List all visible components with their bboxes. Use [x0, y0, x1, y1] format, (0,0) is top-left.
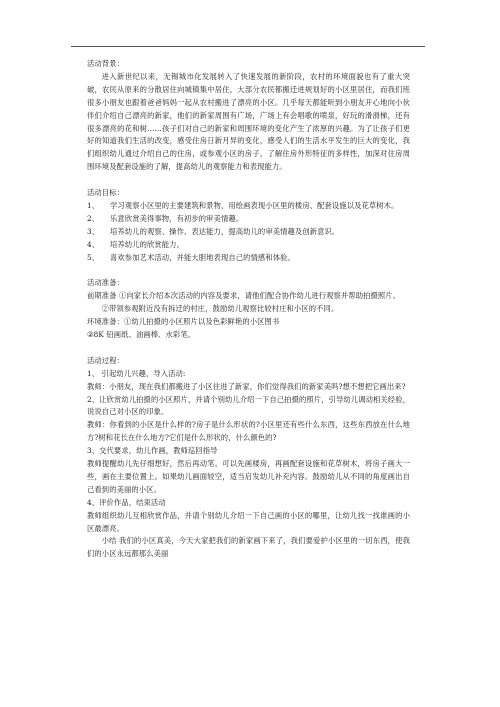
background-heading: 活动背景：	[87, 59, 124, 68]
spacer	[87, 342, 410, 355]
goal-item	[87, 226, 410, 239]
process-line: 教师：小朋友，现在我们都搬进了小区住进了新家，你们觉得我们的新家美吗?想不想把它画出来?	[87, 381, 406, 391]
header-rule	[71, 46, 425, 47]
process-line: 教师：你看到的小区是什么样的?房子是什么形状的?小区里还有些什么东西，这些东西放在什么地方?树和花长在什么地方?它们是什么形状的，什么颜色的?	[87, 420, 410, 443]
process-summary: 小结 我们的小区真美，今天大家把我们的新家画下来了，我们要爱护小区里的一切东西，使我们的小区永远都那么美丽	[87, 536, 410, 559]
spacer	[87, 174, 410, 187]
goal-text: 培养幼儿的欣赏能力。	[110, 239, 184, 249]
goal-item	[87, 239, 410, 252]
preparation-line: ②带领参观附近没有拆迁的村庄，鼓励幼儿观察比较村庄和小区的不同。	[101, 304, 339, 314]
preparation-line: 环境准备：①幼儿拍摄的小区照片以及色彩鲜艳的小区图书	[87, 317, 280, 327]
process-heading: 活动过程：	[87, 355, 124, 365]
goal-text: 乐意欣赏美得事物，有初步的审美情趣。	[110, 213, 244, 223]
goal-text: 学习观察小区里的主要建筑和景物，用绘画表现小区里的楼房、配套设施以及花草树木。	[110, 200, 399, 210]
goal-number: 3、	[87, 226, 100, 236]
goal-number: 2、	[87, 213, 100, 223]
goal-text: 喜欢参加艺术活动，并能大胆地表现自己的情感和体验。	[110, 252, 295, 262]
process-line: 4、评价作品，结束活动	[87, 497, 166, 507]
goals-heading: 活动目标：	[87, 188, 124, 198]
process-line: 3、交代要求，幼儿作画，教师巡回指导	[87, 446, 218, 456]
spacer	[87, 264, 410, 277]
preparation-heading: 活动准备：	[87, 278, 124, 288]
process-line: 1、 引起幼儿兴趣，导入活动:	[87, 368, 186, 378]
goal-item	[87, 213, 410, 226]
preparation-line: 前期准备 ①向家长介绍本次活动的内容及要求，请他们配合协作幼儿进行观察并帮助拍摄照片。	[87, 291, 401, 301]
goal-item	[87, 252, 410, 265]
goal-item	[87, 200, 410, 213]
preparation-line: ②8K 铅画纸、油画棒、水彩笔。	[87, 330, 196, 339]
goal-number: 5、	[87, 252, 100, 262]
process-line: 2、让欣赏幼儿拍摄的小区照片，并请个别幼儿介绍一下自己拍摄的照片，引导幼儿调动相关经验，说说自己对小区的印象。	[87, 394, 410, 417]
background-paragraph: 进入新世纪以来，无锡城市化发展转入了快速发展的新阶段，农村的环境面貌也有了重大突破，农民从原来的分散居住向城镇集中居住，大部分农民都搬迁进规划好的小区里居住，而我们班很多小朋友也跟着爸爸妈妈一起从农村搬进了漂亮的小区。几乎每天都能听到小朋友开心地向小伙伴们介绍自己漂亮的新家，他们的新家周围有广场，广场上有会唱歌的喷泉，好玩的滑滑梯，还有很多漂亮的花和树……孩子们对自己的新家和周围环境的变化产生了浓厚的兴趣。为了让孩子们更好的知道我们生活的改变，感受住房日新月异的变化，感受人们的生活水平发生的巨大的变化，我们组织幼儿通过介绍自己的住房，或参观小区的房子，了解住房外形特征的多样性，加深对住房周围环境及配套设施的了解，提高幼儿的观察能力和表现能力。	[87, 71, 410, 172]
goal-number: 1、	[87, 200, 100, 210]
process-line: 教师提醒幼儿先仔细想好，然后再动笔。可以先画楼房，再画配套设施和花草树木，将房子画大一些，画在主要位置上。如果幼儿画面较空，适当启发幼儿补充内容。鼓励幼儿从不同的角度画出自己看到的美丽的小区。	[87, 459, 410, 494]
goal-number: 4、	[87, 239, 100, 249]
goal-text: 培养幼儿的观察、操作、表达能力，提高幼儿的审美情趣及创新意识。	[110, 226, 340, 236]
process-line: 教师组织幼儿互相欣赏作品，并请个别幼儿介绍一下自己画的小区的哪里，让幼儿找一找谁画的小区最漂亮。	[87, 510, 410, 533]
document-body	[87, 58, 410, 561]
